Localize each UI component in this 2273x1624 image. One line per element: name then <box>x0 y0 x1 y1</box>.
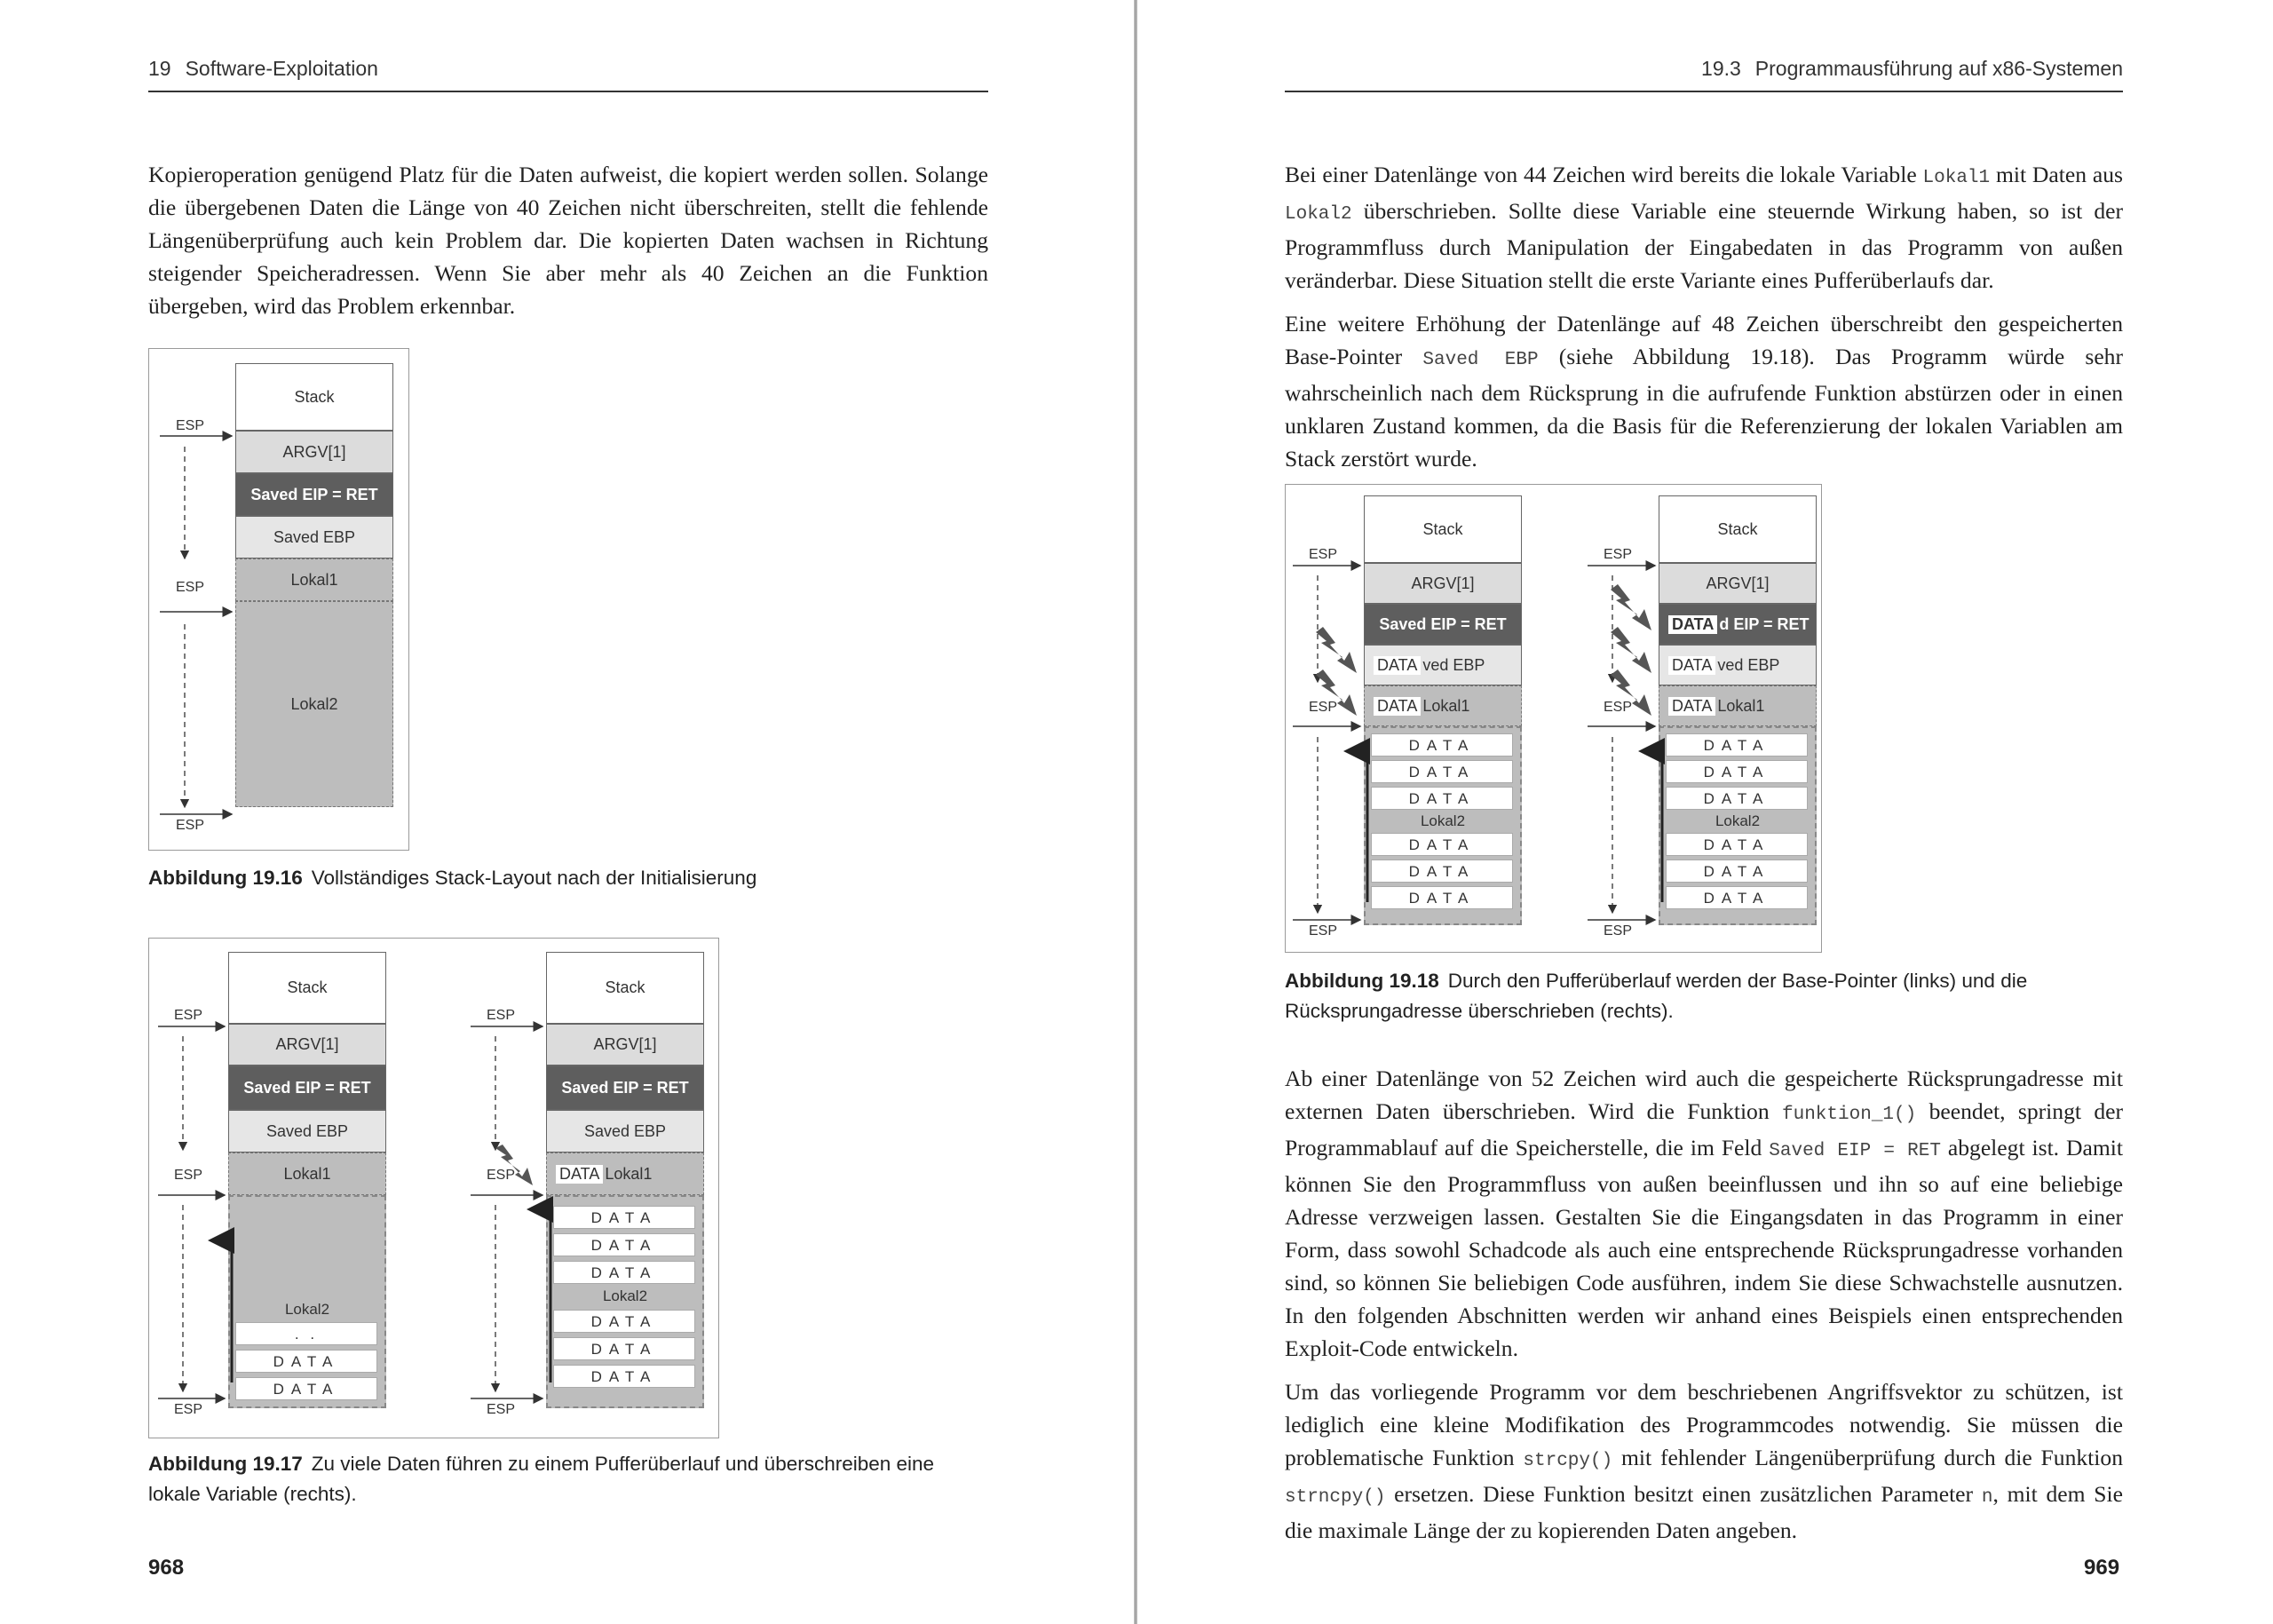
lokal2-cell: Lokal2 <box>235 601 393 807</box>
esp-label: ESP <box>1604 923 1633 939</box>
lightning-icon <box>1611 669 1651 716</box>
paragraph-4 <box>1285 1375 2123 1547</box>
data-row: DATA <box>1371 733 1513 757</box>
esp-label: ESP <box>1309 547 1338 562</box>
caption-number: Abbildung 19.16 <box>148 867 303 889</box>
text-run: mit Daten aus <box>1990 162 2123 187</box>
code-funktion-1: funktion_1() <box>1782 1105 1917 1125</box>
argv-cell: ARGV[1] <box>1659 563 1817 604</box>
data-tag: DATA <box>1374 697 1421 716</box>
lokal1-cell: Lokal1 <box>228 1153 386 1195</box>
saved-eip-cell: Saved EIP = RET <box>546 1066 704 1110</box>
lokal2-label: Lokal2 <box>1420 812 1466 829</box>
section-title: Programmausführung auf x86-Systemen <box>1754 57 2123 80</box>
data-row: DATA <box>553 1233 695 1256</box>
lokal1-cell: Lokal1 <box>235 558 393 601</box>
text-run: überschrieben. Sollte diese Variable eine steuernde Wirkung haben, so ist der Programmfluss durch Manipulation der Eingabedaten in das Programm von außen veränderbar. Diese Situation stellt die erste Variante eines Pufferüberlaufs dar. <box>1285 198 2123 293</box>
lokal1-label: Lokal1 <box>1717 696 1765 715</box>
chapter-number: 19 <box>148 57 171 80</box>
argv-cell: ARGV[1] <box>1364 563 1522 604</box>
section-number: 19.3 <box>1701 57 1741 80</box>
data-row: DATA <box>1666 833 1808 856</box>
text-run: , mit dem Sie die maximale Länge der zu kopierenden Daten angeben. <box>1285 1481 2123 1543</box>
code-strncpy: strncpy() <box>1285 1487 1386 1508</box>
esp-label: ESP <box>1309 700 1338 715</box>
running-head-left <box>148 53 988 92</box>
data-row: DATA <box>553 1206 695 1229</box>
text-run: beendet, springt der Programmablauf auf die Speicherstelle, die im Feld <box>1285 1098 2124 1161</box>
data-row: DATA <box>235 1377 377 1400</box>
data-row: DATA <box>1371 787 1513 810</box>
code-lokal2: Lokal2 <box>1285 204 1352 225</box>
data-tag: DATA <box>556 1165 603 1184</box>
caption-text: Zu viele Daten führen zu einem Pufferüberlauf und überschreiben eine lokale Variable (rechts). <box>148 1453 935 1505</box>
esp-label: ESP <box>1604 547 1633 562</box>
saved-ebp-cell: Saved EBP <box>546 1110 704 1153</box>
text-run: Um das vorliegende Programm vor dem beschriebenen Angriffsvektor zu schützen, ist lediglich eine kleine Modifikation des Programmcodes notwendig. Sie müssen die problematische Funktion <box>1285 1379 2123 1470</box>
code-saved-eip: Saved EIP = RET <box>1769 1141 1941 1161</box>
lightning-icon <box>1316 627 1357 673</box>
data-row: DATA <box>553 1310 695 1333</box>
argv-cell: ARGV[1] <box>546 1024 704 1066</box>
data-row: DATA <box>553 1261 695 1284</box>
argv-cell: ARGV[1] <box>228 1024 386 1066</box>
esp-label: ESP <box>1309 923 1338 939</box>
text-run: Bei einer Datenlänge von 44 Zeichen wird bereits die lokale Variable <box>1285 162 1923 187</box>
stack-cell: Stack <box>235 363 393 431</box>
right-paragraphs-top <box>1285 158 2123 475</box>
caption-number: Abbildung 19.17 <box>148 1453 303 1475</box>
esp-label: ESP <box>174 1402 203 1417</box>
data-row: DATA <box>553 1365 695 1388</box>
saved-ebp-cell: Saved EBP <box>228 1110 386 1153</box>
paragraph-1 <box>1285 158 2123 297</box>
lokal1-label: Lokal1 <box>605 1164 653 1183</box>
lokal2-label: Lokal2 <box>284 1301 330 1318</box>
data-row: DATA <box>1666 860 1808 883</box>
code-n: n <box>1981 1487 1993 1508</box>
esp-label: ESP <box>487 1168 516 1183</box>
data-row: DATA <box>1371 886 1513 909</box>
data-row: DATA <box>1371 760 1513 783</box>
lightning-icon <box>1316 669 1357 716</box>
data-tag: DATA <box>1668 697 1715 716</box>
esp-label-mid: ESP <box>176 580 205 595</box>
caption-19-16 <box>148 863 988 893</box>
caption-19-18 <box>1285 966 2123 1026</box>
data-row: DATA <box>1666 787 1808 810</box>
caption-19-17 <box>148 1449 988 1509</box>
page-number-left: 968 <box>148 1556 185 1580</box>
data-row: DATA <box>1666 733 1808 757</box>
saved-eip-cell: Saved EIP = RET <box>235 473 393 516</box>
code-saved-ebp: Saved EBP <box>1422 350 1539 370</box>
data-tag: DATA <box>1374 656 1421 675</box>
lokal2-label: Lokal2 <box>602 1287 648 1304</box>
data-row: DATA <box>1371 860 1513 883</box>
ebp-partial: ved EBP <box>1422 655 1485 674</box>
chapter-title: Software-Exploitation <box>185 57 378 80</box>
lokal2-label: Lokal2 <box>1715 812 1761 829</box>
esp-label: ESP <box>487 1008 516 1023</box>
esp-label: ESP <box>1604 700 1633 715</box>
paragraph-2 <box>1285 307 2123 475</box>
paragraph-text: Kopieroperation genügend Platz für die Daten aufweist, die kopiert werden sollen. Solange die übergebenen Daten die Länge von 40 Zeichen nicht überschreiten, stellt die fehlende Längenüberprüfung auch kein Problem dar. Die kopierten Daten wachsen in Richtung steigender Speicheradressen. Wenn Sie aber mehr als 40 Zeichen an die Funktion übergeben, wird das Problem erkennbar. <box>148 162 988 319</box>
lightning-icon <box>495 1145 533 1185</box>
data-tag: DATA <box>1668 615 1717 634</box>
dots-row: . . <box>235 1322 377 1345</box>
stack-cell: Stack <box>228 952 386 1024</box>
lightning-icon <box>1611 584 1651 630</box>
saved-eip-cell: Saved EIP = RET <box>1364 604 1522 645</box>
text-run: ersetzen. Diese Funktion besitzt einen zusätzlichen Parameter <box>1385 1481 1982 1507</box>
stack-cell: Stack <box>1659 495 1817 563</box>
data-row: DATA <box>1666 760 1808 783</box>
running-head-right <box>1285 53 2123 92</box>
data-row: DATA <box>553 1337 695 1360</box>
stack-cell: Stack <box>546 952 704 1024</box>
page-number-right: 969 <box>2084 1556 2120 1580</box>
text-run: Ab einer Datenlänge von 52 Zeichen wird auch die gespeicherte Rücksprungadresse mit externen Daten überschrieben. Wird die Funktion <box>1285 1066 2123 1124</box>
lightning-icon <box>1611 627 1651 673</box>
saved-ebp-cell: Saved EBP <box>235 516 393 558</box>
data-row: DATA <box>235 1350 377 1373</box>
right-paragraphs-bottom <box>1285 1062 2123 1547</box>
esp-arrows <box>1286 485 1821 952</box>
esp-label: ESP <box>174 1008 203 1023</box>
saved-eip-cell: Saved EIP = RET <box>228 1066 386 1110</box>
esp-label: ESP <box>487 1402 516 1417</box>
caption-text: Vollständiges Stack-Layout nach der Initialisierung <box>311 867 757 889</box>
figure-19-16 <box>148 348 409 851</box>
lokal1-label: Lokal1 <box>1422 696 1470 715</box>
text-run: abgelegt ist. Damit können Sie den Programmfluss von außen beeinflussen und ihn so auf eine beliebige Adresse verzweigen lassen. Gestalten Sie die Eingangsdaten in das Programm in einer Form, dass sowohl Schadcode als auch eine entsprechende Rücksprungadresse vorhanden sind, so können Sie beliebigen Code ausführen, indem Sie diese Schwachstelle ausnutzen. In den folgenden Abschnitten werden wir anhand eines Beispiels einen entsprechenden Exploit-Code entwickeln. <box>1285 1135 2123 1361</box>
argv-cell: ARGV[1] <box>235 431 393 473</box>
text-run: mit fehlender Längenüberprüfung durch die Funktion <box>1612 1445 2123 1470</box>
caption-number: Abbildung 19.18 <box>1285 970 1439 992</box>
code-strcpy: strcpy() <box>1523 1451 1613 1471</box>
esp-arrows <box>149 349 408 850</box>
data-row: DATA <box>1666 886 1808 909</box>
text-run: (siehe Abbildung 19.18). Das Programm würde sehr wahrscheinlich nach dem Rücksprung in die aufrufende Funktion abstürzen oder in einen unklaren Zustand kommen, da die Basis für die Referenzierung der lokalen Variablen am Stack zerstört wurde. <box>1285 344 2123 471</box>
data-row: DATA <box>1371 833 1513 856</box>
text-run: Eine weitere Erhöhung der Datenlänge auf 48 Zeichen überschreibt den gespeicherten Base-Pointer <box>1285 311 2123 369</box>
eip-partial: d EIP = RET <box>1719 614 1810 633</box>
esp-label-top: ESP <box>176 418 205 433</box>
data-tag: DATA <box>1668 656 1715 675</box>
caption-text: Durch den Pufferüberlauf werden der Base-Pointer (links) und die Rücksprungadresse überschrieben (rechts). <box>1285 970 2028 1022</box>
left-paragraph <box>148 158 988 322</box>
left-page <box>0 0 1134 1624</box>
stack-cell: Stack <box>1364 495 1522 563</box>
right-page <box>1137 0 2273 1624</box>
ebp-partial: ved EBP <box>1717 655 1780 674</box>
esp-label-bottom: ESP <box>176 818 205 833</box>
esp-arrows <box>149 939 718 1438</box>
esp-label: ESP <box>174 1168 203 1183</box>
code-lokal1: Lokal1 <box>1922 168 1991 188</box>
figure-19-17 <box>148 938 719 1438</box>
figure-19-18 <box>1285 484 1822 953</box>
paragraph-3 <box>1285 1062 2123 1365</box>
